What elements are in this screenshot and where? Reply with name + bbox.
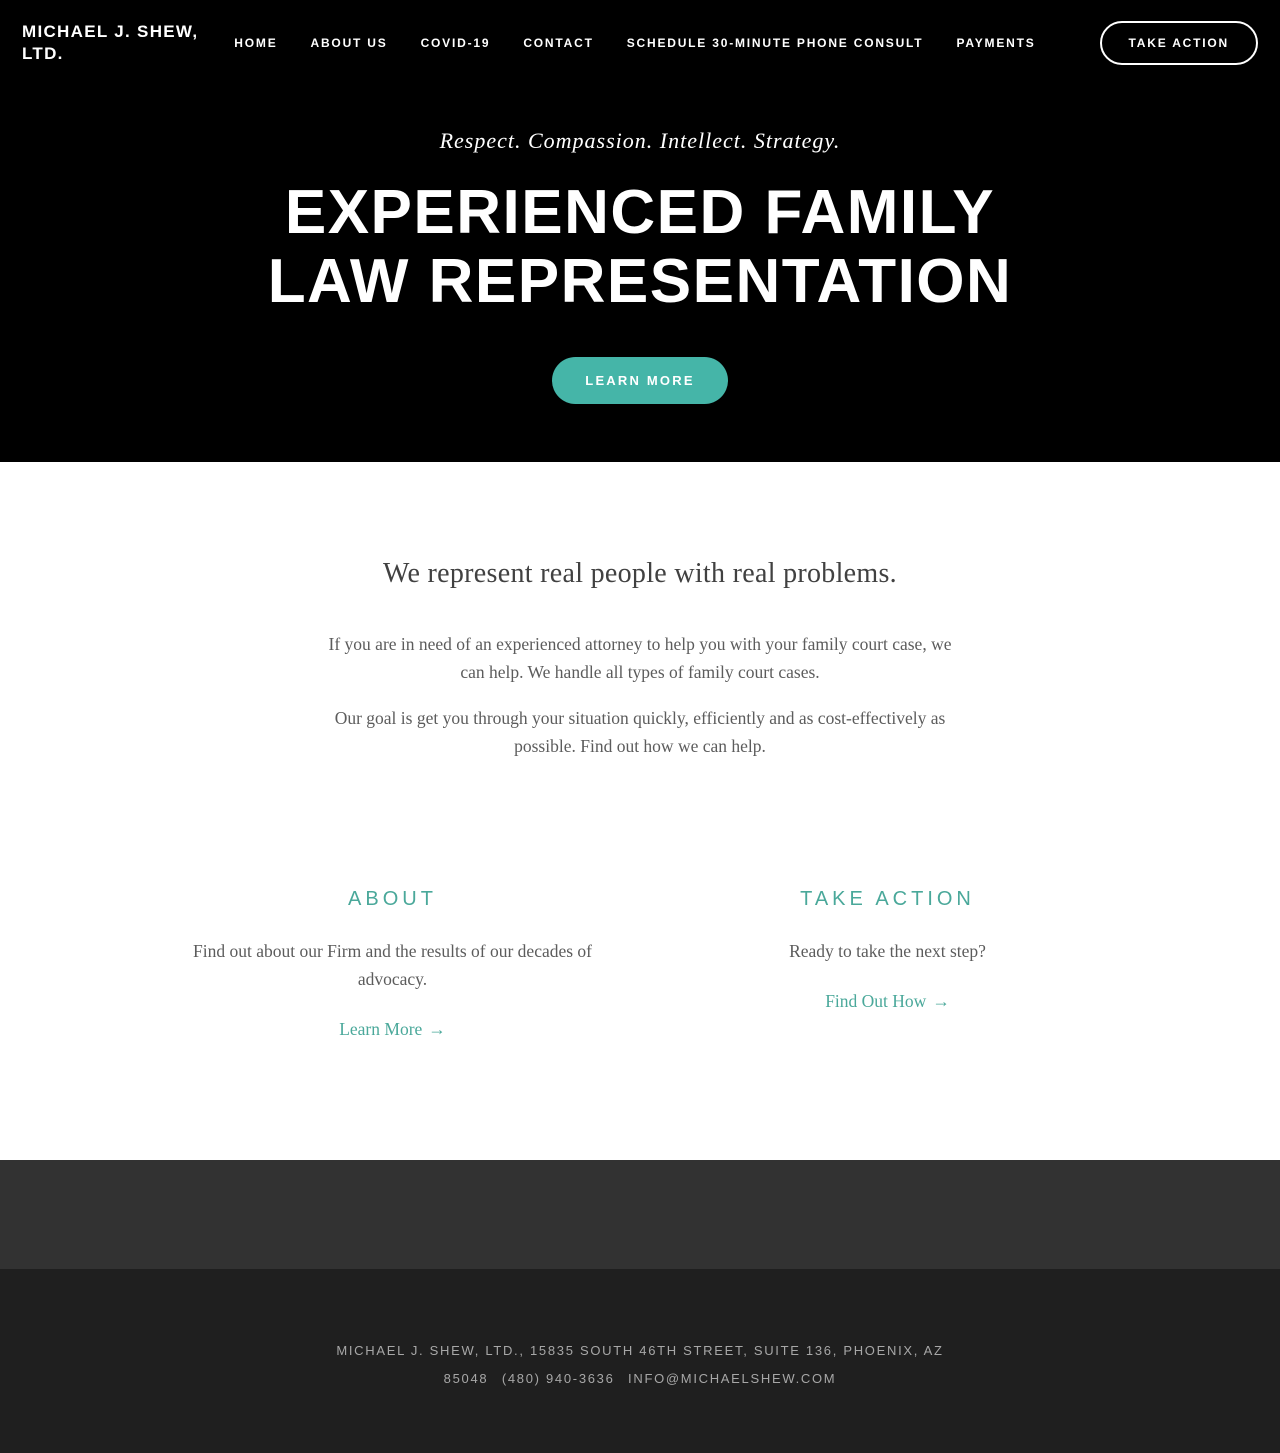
find-out-how-link[interactable]: [825, 991, 950, 1012]
nav-item-home[interactable]: HOME: [234, 36, 278, 50]
about-title: ABOUT: [348, 888, 437, 910]
intro-paragraph-2: Our goal is get you through your situation quickly, efficiently and as cost-effectively as possible. Find out how we can help.: [334, 708, 946, 756]
nav-item-about-us[interactable]: ABOUT US: [310, 36, 388, 50]
intro-heading: We represent real people with real problems.: [383, 558, 897, 589]
take-action-text: Ready to take the next step?: [789, 941, 986, 961]
site-logo[interactable]: [22, 21, 222, 65]
site-header: [0, 0, 1280, 86]
take-action-button[interactable]: TAKE ACTION: [1100, 21, 1258, 65]
about-learn-more-label: Learn More: [339, 1019, 423, 1039]
hero-tagline: Respect. Compassion. Intellect. Strategy.: [439, 128, 841, 153]
nav-item-schedule-consult[interactable]: SCHEDULE 30-MINUTE PHONE CONSULT: [626, 36, 924, 50]
footer-spacer-band: [0, 1160, 1280, 1269]
main-nav: [234, 21, 1258, 65]
feature-columns: [145, 888, 1135, 1040]
intro-paragraph-1: If you are in need of an experienced attorney to help you with your family court case, we can help. We handle all types of family court cases.: [328, 634, 952, 682]
feature-take-action: [640, 888, 1135, 1040]
hero-heading: [0, 178, 1280, 317]
feature-about: [145, 888, 640, 1040]
hero-heading-line1: EXPERIENCED FAMILY: [284, 178, 996, 247]
site-logo-line1: MICHAEL J. SHEW,: [22, 21, 199, 41]
hero-section: [0, 86, 1280, 462]
site-logo-line2: LTD.: [22, 44, 64, 63]
nav-item-covid-19[interactable]: COVID-19: [420, 36, 491, 50]
nav-item-contact[interactable]: CONTACT: [523, 36, 594, 50]
arrow-right-icon: →: [932, 991, 950, 1011]
hero-heading-line2: LAW REPRESENTATION: [267, 247, 1013, 317]
footer-contact-info: MICHAEL J. SHEW, LTD., 15835 SOUTH 46TH STREET, SUITE 136, PHOENIX, AZ 85048 (480) 940-3636 INFO@MICHAELSHEW.COM: [336, 1343, 944, 1386]
intro-section: [0, 462, 1280, 1160]
about-text: Find out about our Firm and the results of our decades of advocacy.: [192, 941, 593, 989]
take-action-title: TAKE ACTION: [800, 888, 975, 910]
about-learn-more-link[interactable]: [339, 1019, 446, 1040]
find-out-how-label: Find Out How: [825, 991, 927, 1011]
arrow-right-icon: →: [428, 1019, 446, 1039]
intro-paragraphs: [0, 630, 1280, 760]
learn-more-button[interactable]: LEARN MORE: [552, 357, 727, 404]
site-footer: [0, 1269, 1280, 1453]
nav-item-payments[interactable]: PAYMENTS: [956, 36, 1036, 50]
